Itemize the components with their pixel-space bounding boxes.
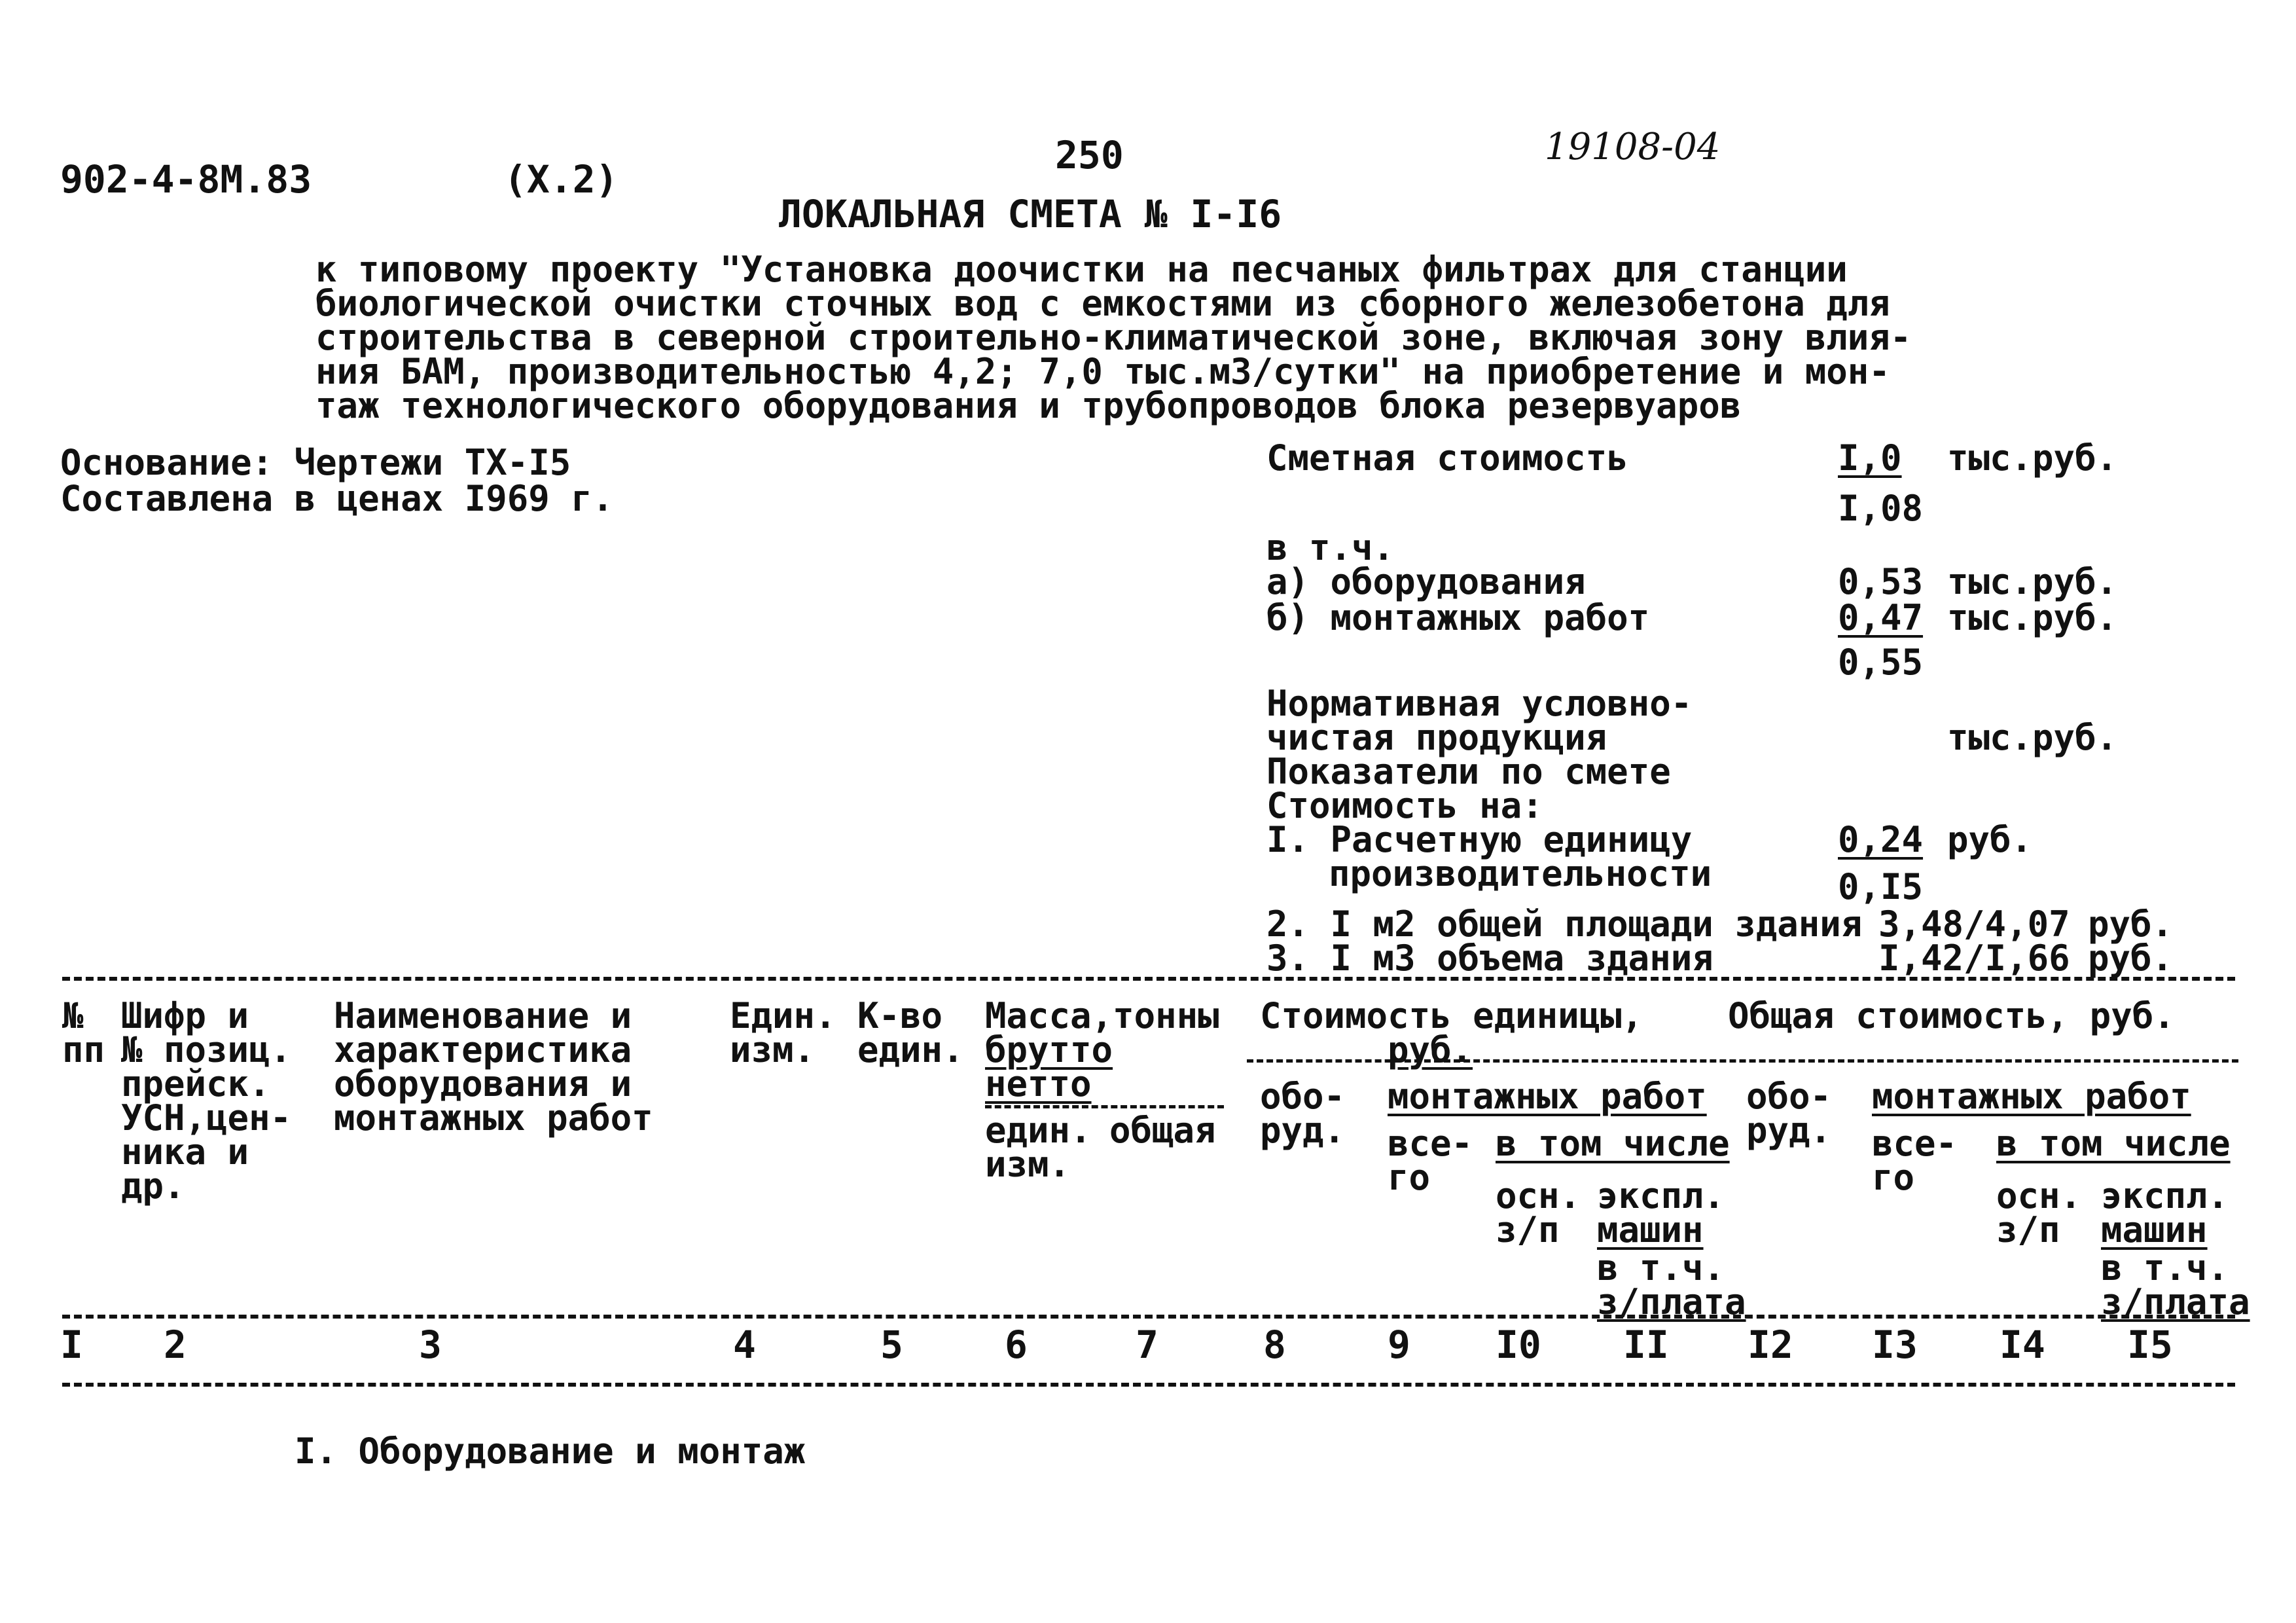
- total-machines: экспл.: [2101, 1175, 2229, 1216]
- total-install-total: все-: [1872, 1123, 1958, 1164]
- column-number: 3: [419, 1322, 442, 1367]
- unit-install-total: го: [1388, 1157, 1431, 1198]
- unit-rub: руб.: [2088, 938, 2174, 979]
- column-number: 2: [164, 1322, 187, 1367]
- col-3-header: монтажных работ: [334, 1097, 653, 1139]
- unit-rub: руб.: [2088, 903, 2174, 945]
- document-code: 902-4-8M.83: [60, 157, 312, 202]
- col-4-header: изм.: [730, 1029, 816, 1070]
- indicator-1-value: 0,24: [1838, 819, 1924, 860]
- unit-basic-wage: осн.: [1496, 1175, 1581, 1216]
- estimated-cost-value-alt: I,08: [1838, 488, 1924, 529]
- indicator-2-label: 2. I м2 общей площади здания: [1266, 903, 1863, 945]
- total-install-works: монтажных работ: [1872, 1076, 2191, 1117]
- unit-cost-header: Стоимость единицы,: [1260, 995, 1643, 1036]
- basis-drawings: Основание: Чертежи TX-I5: [60, 442, 571, 483]
- column-number: 6: [1005, 1322, 1028, 1367]
- installation-value: 0,47: [1838, 597, 1924, 638]
- col-1-header: пп: [62, 1029, 105, 1070]
- unit-machines: экспл.: [1597, 1175, 1725, 1216]
- unit-label: тыс.руб.: [1947, 717, 2118, 758]
- unit-label: тыс.руб.: [1947, 561, 2118, 602]
- table-numbers-bottom-rule: [62, 1383, 2235, 1387]
- col-2-header: др.: [121, 1165, 185, 1207]
- description-line: строительства в северной строительно-климатической зоне, включая зону влия-: [315, 317, 1912, 358]
- indicator-1-value-alt: 0,I5: [1838, 866, 1924, 907]
- page-number: 250: [1055, 133, 1124, 177]
- mass-header: Масса,тонны: [985, 995, 1219, 1036]
- unit-label: тыс.руб.: [1947, 597, 2118, 638]
- album-code: (X.2): [504, 157, 619, 202]
- unit-install-works: монтажных работ: [1388, 1076, 1707, 1117]
- unit-equipment: обо-: [1260, 1076, 1346, 1117]
- mass-brutto: брутто: [985, 1029, 1113, 1070]
- archive-stamp: 19108-04: [1545, 126, 1721, 168]
- description-line: к типовому проекту "Установка доочистки на песчаных фильтрах для станции: [315, 249, 1848, 290]
- total-incl: в том числе: [1996, 1123, 2231, 1164]
- total-basic-wage: з/п: [1996, 1209, 2060, 1250]
- indicator-2-value: 3,48/4,07: [1878, 903, 2070, 945]
- unit-basic-wage: з/п: [1496, 1209, 1560, 1250]
- total-machines-wage: в т.ч.: [2101, 1247, 2229, 1288]
- unit-cost-rub: руб.: [1388, 1029, 1473, 1070]
- header-sub-rule: [1247, 1059, 2238, 1063]
- estimated-cost-value: I,0: [1838, 437, 1902, 479]
- equipment-label: а) оборудования: [1266, 561, 1586, 602]
- mass-unit: един.: [985, 1110, 1092, 1151]
- unit-label: тыс.руб.: [1947, 437, 2118, 479]
- column-number: I0: [1496, 1322, 1541, 1367]
- unit-rub: руб.: [1947, 819, 2033, 860]
- column-number: 4: [733, 1322, 756, 1367]
- column-number: 8: [1263, 1322, 1286, 1367]
- estimated-cost-label: Сметная стоимость: [1266, 437, 1628, 479]
- installation-value-alt: 0,55: [1838, 642, 1924, 683]
- col-3-header: Наименование и: [334, 995, 632, 1036]
- col-2-header: прейск.: [121, 1063, 270, 1104]
- total-machines: машин: [2101, 1209, 2208, 1250]
- unit-equipment: руд.: [1260, 1110, 1346, 1151]
- column-number: I: [60, 1322, 83, 1367]
- column-number: II: [1623, 1322, 1669, 1367]
- total-cost-header: Общая стоимость, руб.: [1728, 995, 2175, 1036]
- indicator-3-value: I,42/I,66: [1878, 938, 2070, 979]
- column-number: I3: [1872, 1322, 1918, 1367]
- total-equipment: руд.: [1746, 1110, 1832, 1151]
- col-5-header: един.: [857, 1029, 964, 1070]
- basis-prices: Составлена в ценах I969 г.: [60, 478, 614, 519]
- description-line: биологической очистки сточных вод с емкостями из сборного железобетона для: [315, 283, 1890, 324]
- mass-unit: изм.: [985, 1144, 1071, 1185]
- unit-install-total: все-: [1388, 1123, 1473, 1164]
- indicators-label: Показатели по смете: [1266, 751, 1671, 792]
- col-2-header: № позиц.: [121, 1029, 292, 1070]
- including-label: в т.ч.: [1266, 527, 1395, 568]
- unit-incl: в том числе: [1496, 1123, 1730, 1164]
- section-title: I. Оборудование и монтаж: [295, 1431, 806, 1472]
- column-number: I5: [2127, 1322, 2173, 1367]
- col-4-header: Един.: [730, 995, 836, 1036]
- equipment-value: 0,53: [1838, 561, 1924, 602]
- installation-label: б) монтажных работ: [1266, 597, 1650, 638]
- header-sub-rule: [985, 1105, 1224, 1108]
- unit-machines-wage: в т.ч.: [1597, 1247, 1725, 1288]
- col-5-header: К-во: [857, 995, 943, 1036]
- indicator-3-label: 3. I м3 объема здания: [1266, 938, 1713, 979]
- document-title: ЛОКАЛЬНАЯ СМЕТА № I-I6: [779, 192, 1282, 236]
- col-2-header: Шифр и: [121, 995, 249, 1036]
- indicator-1-line1: I. Расчетную единицу: [1266, 819, 1693, 860]
- indicator-1-line2: производительности: [1329, 853, 1712, 894]
- column-number: 9: [1388, 1322, 1410, 1367]
- unit-machines-wage: з/плата: [1597, 1281, 1746, 1322]
- mass-netto: нетто: [985, 1063, 1092, 1104]
- normative-line1: Нормативная условно-: [1266, 683, 1693, 724]
- total-basic-wage: осн.: [1996, 1175, 2082, 1216]
- col-2-header: ника и: [121, 1131, 249, 1173]
- total-install-total: го: [1872, 1157, 1915, 1198]
- unit-machines: машин: [1597, 1209, 1704, 1250]
- column-number: 7: [1136, 1322, 1158, 1367]
- column-number: 5: [880, 1322, 903, 1367]
- col-3-header: оборудования и: [334, 1063, 632, 1104]
- col-2-header: УСН,цен-: [121, 1097, 292, 1139]
- column-number: I2: [1748, 1322, 1793, 1367]
- col-1-header: №: [62, 995, 84, 1036]
- col-3-header: характеристика: [334, 1029, 632, 1070]
- total-machines-wage: з/плата: [2101, 1281, 2250, 1322]
- column-number: I4: [2000, 1322, 2045, 1367]
- cost-on-label: Стоимость на:: [1266, 785, 1543, 826]
- table-top-rule: [62, 977, 2235, 981]
- normative-line2: чистая продукция: [1266, 717, 1607, 758]
- mass-total: общая: [1109, 1110, 1216, 1151]
- description-line: ния БАМ, производительностью 4,2; 7,0 тыс.м3/сутки" на приобретение и мон-: [315, 351, 1890, 392]
- table-header-bottom-rule: [62, 1315, 2235, 1319]
- description-line: таж технологического оборудования и трубопроводов блока резервуаров: [315, 385, 1742, 426]
- total-equipment: обо-: [1746, 1076, 1832, 1117]
